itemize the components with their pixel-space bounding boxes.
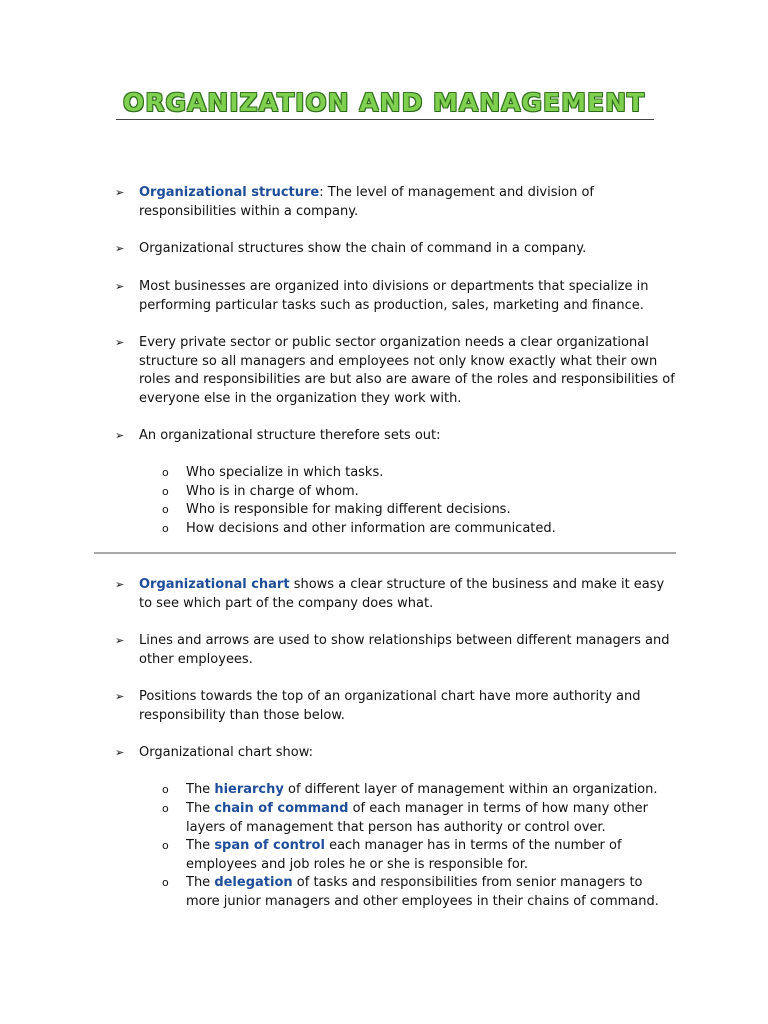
key-term: Organizational structure — [139, 185, 320, 200]
sub-item-text: The — [186, 875, 215, 890]
sub-item-text: The — [186, 782, 215, 797]
sub-item-text: Who is responsible for making different decisions. — [186, 502, 511, 517]
sub-item-text: each manager has in terms of the number of employees and job roles he or she is responsible for. — [186, 838, 622, 872]
bullet-text: Most businesses are organized into divisions or departments that specialize in performing particular tasks such as production, sales, marketing and finance. — [139, 279, 649, 313]
sub-item-text: of different layer of management within an organization. — [283, 782, 658, 797]
circle-bullet-icon: o — [162, 485, 169, 498]
key-term: delegation — [214, 875, 293, 890]
title-underline — [116, 119, 654, 120]
circle-bullet-icon: o — [162, 522, 169, 535]
arrow-bullet-icon: ➢ — [115, 280, 125, 293]
bullet-item — [115, 427, 679, 446]
sub-item-text: The — [186, 838, 215, 853]
bullet-text: An organizational structure therefore sets out: — [139, 428, 441, 443]
section-divider — [94, 552, 676, 554]
sub-list-item — [162, 874, 676, 911]
circle-bullet-icon: o — [162, 839, 169, 852]
circle-bullet-icon: o — [162, 466, 169, 479]
bullet-text: Every private sector or public sector organization needs a clear organizational structure so all managers and employees not only know exactly what their own roles and responsibilities are but also are aware of the roles and responsibilities of everyone else in the organization they work with. — [139, 335, 675, 406]
sub-item-text: The — [186, 801, 215, 816]
circle-bullet-icon: o — [162, 783, 169, 796]
sub-list-item — [162, 781, 676, 800]
sub-item-text: Who specialize in which tasks. — [186, 465, 384, 480]
arrow-bullet-icon: ➢ — [115, 746, 125, 759]
sub-list-item — [162, 464, 676, 483]
key-term: Organizational chart — [139, 577, 290, 592]
arrow-bullet-icon: ➢ — [115, 242, 125, 255]
bullet-item — [115, 278, 679, 315]
arrow-bullet-icon: ➢ — [115, 336, 125, 349]
circle-bullet-icon: o — [162, 876, 169, 889]
bullet-text: Organizational chart show: — [139, 745, 314, 760]
bullet-text: shows a clear structure of the business and make it easy to see which part of the company does what. — [139, 577, 665, 611]
page-title: ORGANIZATION AND MANAGEMENT — [122, 88, 646, 117]
circle-bullet-icon: o — [162, 802, 169, 815]
arrow-bullet-icon: ➢ — [115, 690, 125, 703]
bullet-text: : The level of management and division of responsibilities within a company. — [139, 185, 594, 219]
bullet-item — [115, 240, 679, 259]
arrow-bullet-icon: ➢ — [115, 634, 125, 647]
bullet-item — [115, 744, 679, 763]
bullet-text: Organizational structures show the chain of command in a company. — [139, 241, 587, 256]
bullet-item — [115, 184, 679, 221]
sub-list-item — [162, 837, 676, 874]
arrow-bullet-icon: ➢ — [115, 578, 125, 591]
sub-item-text: How decisions and other information are communicated. — [186, 521, 556, 536]
sub-list-item — [162, 483, 676, 502]
bullet-item — [115, 632, 679, 669]
sub-item-text: Who is in charge of whom. — [186, 484, 359, 499]
sub-item-text: of tasks and responsibilities from senior managers to more junior managers and other employees in their chains of command. — [186, 875, 659, 909]
arrow-bullet-icon: ➢ — [115, 186, 125, 199]
key-term: chain of command — [214, 801, 349, 816]
sub-list-item — [162, 800, 676, 837]
bullet-item — [115, 334, 679, 408]
arrow-bullet-icon: ➢ — [115, 429, 125, 442]
circle-bullet-icon: o — [162, 503, 169, 516]
bullet-item — [115, 688, 679, 725]
bullet-text: Positions towards the top of an organizational chart have more authority and responsibility than those below. — [139, 689, 641, 723]
sub-list-item — [162, 501, 676, 520]
sub-list-item — [162, 520, 676, 539]
sub-item-text: of each manager in terms of how many other layers of management that person has authority or control over. — [186, 801, 649, 835]
key-term: hierarchy — [214, 782, 284, 797]
bullet-text: Lines and arrows are used to show relationships between different managers and other employees. — [139, 633, 670, 667]
key-term: span of control — [214, 838, 325, 853]
bullet-item — [115, 576, 679, 613]
